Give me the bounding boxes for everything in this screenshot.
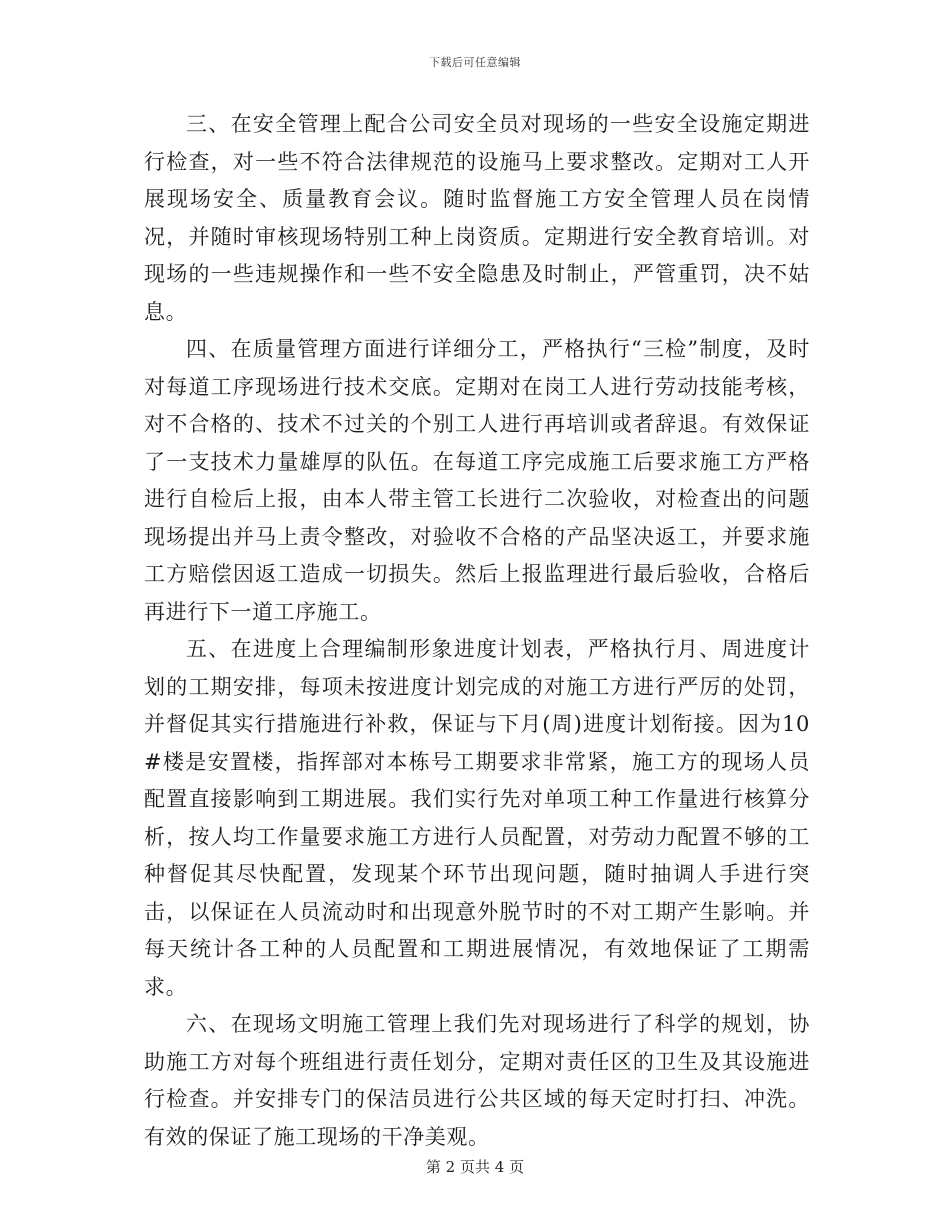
document-body (144, 106, 810, 1156)
paragraph-safety: 三、在安全管理上配合公司安全员对现场的一些安全设施定期进行检查，对一些不符合法律规范的设施马上要求整改。定期对工人开展现场安全、质量教育会议。随时监督施工方安全管理人员在岗情况，并随时审核现场特别工种上岗资质。定期进行安全教育培训。对现场的一些违规操作和一些不安全隐患及时制止，严管重罚，决不姑息。 (144, 112, 810, 324)
page-header: 下载后可任意编辑 (429, 56, 521, 69)
paragraph-schedule: 五、在进度上合理编制形象进度计划表，严格执行月、周进度计划的工期安排，每项未按进度计划完成的对施工方进行严厉的处罚，并督促其实行措施进行补救，保证与下月(周)进度计划衔接。因为10#楼是安置楼，指挥部对本栋号工期要求非常紧，施工方的现场人员配置直接影响到工期进展。我们实行先对单项工种工作量进行核算分析，按人均工作量要求施工方进行人员配置，对劳动力配置不够的工种督促其尽快配置，发现某个环节出现问题，随时抽调人手进行突击，以保证在人员流动时和出现意外脱节时的不对工期产生影响。并每天统计各工种的人员配置和工期进展情况，有效地保证了工期需求。 (144, 637, 810, 999)
page-number: 第 2 页共 4 页 (425, 1158, 525, 1176)
paragraph-quality: 四、在质量管理方面进行详细分工，严格执行“三检”制度，及时对每道工序现场进行技术交底。定期对在岗工人进行劳动技能考核，对不合格的、技术不过关的个别工人进行再培训或者辞退。有效保证了一支技术力量雄厚的队伍。在每道工序完成施工后要求施工方严格进行自检后上报，由本人带主管工长进行二次验收，对检查出的问题现场提出并马上责令整改，对验收不合格的产品坚决返工，并要求施工方赔偿因返工造成一切损失。然后上报监理进行最后验收，合格后再进行下一道工序施工。 (144, 337, 810, 624)
paragraph-civilized-construction: 六、在现场文明施工管理上我们先对现场进行了科学的规划，协助施工方对每个班组进行责任划分，定期对责任区的卫生及其设施进行检查。并安排专门的保洁员进行公共区域的每天定时打扫、冲洗。有效的保证了施工现场的干净美观。 (144, 1012, 810, 1149)
